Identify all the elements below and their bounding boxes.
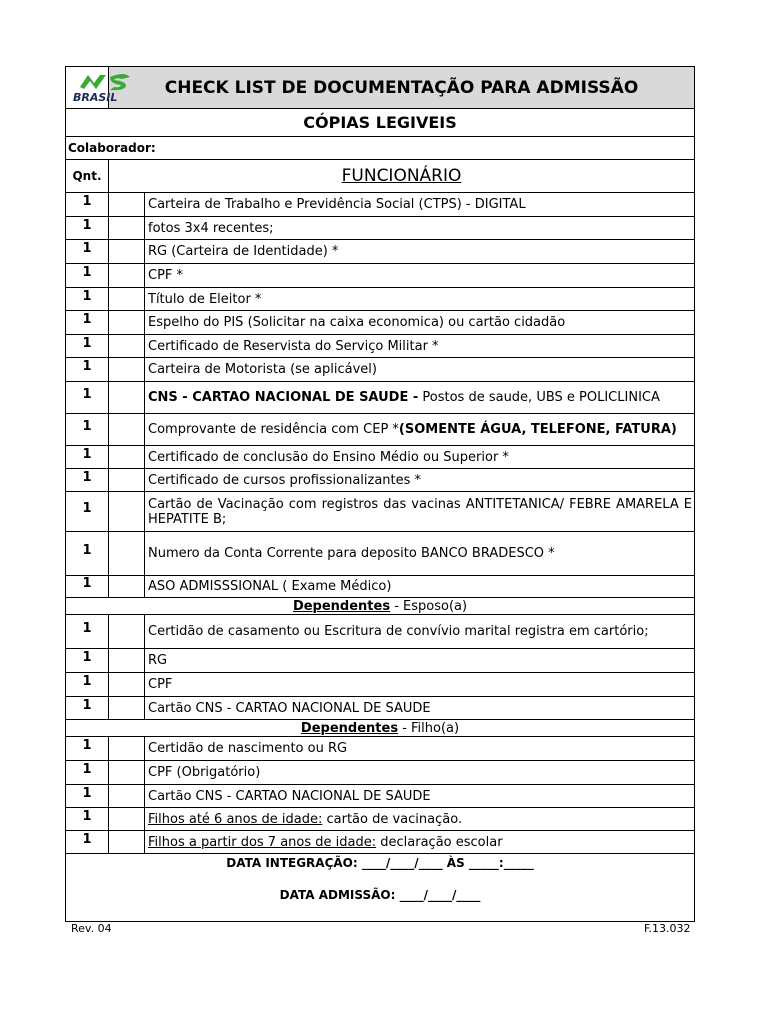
item-text: fotos 3x4 recentes;: [145, 217, 695, 240]
item-text: Certificado de conclusão do Ensino Médio ou Superior *: [145, 446, 695, 469]
item-qty: 1: [66, 831, 109, 854]
item-qty: 1: [66, 808, 109, 831]
check-box[interactable]: [109, 264, 145, 288]
item-text: Certificado de cursos profissionalizantes *: [145, 469, 695, 492]
checklist-sheet: [65, 66, 694, 922]
item-text: CPF: [145, 673, 695, 697]
check-box[interactable]: [109, 492, 145, 532]
dependentes-esposo-header: [66, 598, 695, 615]
item-qty: 1: [66, 532, 109, 576]
dependentes-suffix: - Esposo(a): [390, 598, 468, 614]
item-text-cns: [145, 382, 695, 414]
revision-label: Rev. 04: [71, 922, 112, 935]
item-text: CPF (Obrigatório): [145, 761, 695, 785]
item-qty: 1: [66, 358, 109, 382]
item-text: Cartão CNS - CARTAO NACIONAL DE SAUDE: [145, 785, 695, 808]
check-box[interactable]: [109, 217, 145, 240]
item-qty: 1: [66, 737, 109, 761]
item-text: RG (Carteira de Identidade) *: [145, 240, 695, 264]
item-text: ASO ADMISSSIONAL ( Exame Médico): [145, 576, 695, 598]
logo-text: BRASIL: [73, 91, 118, 104]
item-qty: 1: [66, 785, 109, 808]
form-code: F.13.032: [644, 922, 691, 935]
item-text: CPF *: [145, 264, 695, 288]
item-underlined-text: Filhos a partir dos 7 anos de idade:: [148, 834, 377, 850]
dependentes-label: Dependentes: [300, 720, 399, 736]
item-qty: 1: [66, 335, 109, 358]
dependentes-label: Dependentes: [292, 598, 391, 614]
check-box[interactable]: [109, 446, 145, 469]
check-box[interactable]: [109, 785, 145, 808]
check-box[interactable]: [109, 615, 145, 649]
check-box[interactable]: [109, 697, 145, 720]
checklist-table: [65, 66, 695, 922]
item-qty: 1: [66, 649, 109, 673]
item-qty: 1: [66, 673, 109, 697]
item-underlined-text: Filhos até 6 anos de idade:: [148, 811, 323, 827]
check-box[interactable]: [109, 193, 145, 217]
item-text: Carteira de Trabalho e Previdência Social (CTPS) - DIGITAL: [145, 193, 695, 217]
company-logo: [66, 67, 145, 104]
item-qty: 1: [66, 240, 109, 264]
item-qty: 1: [66, 469, 109, 492]
dependentes-suffix: - Filho(a): [398, 720, 460, 736]
item-text: Comprovante de residência com CEP *: [148, 422, 399, 437]
check-box[interactable]: [109, 532, 145, 576]
colaborador-label: Colaborador:: [66, 137, 695, 160]
item-qty: 1: [66, 217, 109, 240]
item-qty: 1: [66, 382, 109, 414]
item-text-residencia: [145, 414, 695, 446]
check-box[interactable]: [109, 649, 145, 673]
item-text: Cartão de Vacinação com registros das vacinas ANTITETANICA/ FEBRE AMARELA E HEPATITE B;: [145, 492, 695, 532]
item-bold-text: (SOMENTE ÁGUA, TELEFONE, FATURA): [398, 422, 677, 437]
check-box[interactable]: [109, 382, 145, 414]
data-admissao-field[interactable]: DATA ADMISSÃO: ____/____/____: [279, 888, 481, 902]
item-text: Numero da Conta Corrente para deposito BANCO BRADESCO *: [145, 532, 695, 576]
footer-dates: [66, 854, 695, 922]
item-text: Certidão de casamento ou Escritura de convívio marital registra em cartório;: [145, 615, 695, 649]
item-text: Cartão CNS - CARTAO NACIONAL DE SAUDE: [145, 697, 695, 720]
item-qty: 1: [66, 492, 109, 532]
check-box[interactable]: [109, 576, 145, 598]
section-title-funcionario: FUNCIONÁRIO: [109, 160, 695, 193]
item-text: Certificado de Reservista do Serviço Militar *: [145, 335, 695, 358]
item-qty: 1: [66, 446, 109, 469]
check-box[interactable]: [109, 311, 145, 335]
item-qty: 1: [66, 264, 109, 288]
check-box[interactable]: [109, 761, 145, 785]
dependentes-filho-header: [66, 720, 695, 737]
item-text: Postos de saude, UBS e POLICLINICA: [418, 390, 660, 405]
item-qty: 1: [66, 615, 109, 649]
logo-cell: [66, 67, 118, 109]
item-qty: 1: [66, 288, 109, 311]
data-integracao-field[interactable]: DATA INTEGRAÇÃO: ____/____/____ ÀS _____:_____: [226, 856, 534, 870]
check-box[interactable]: [109, 673, 145, 697]
item-text: Título de Eleitor *: [145, 288, 695, 311]
check-box[interactable]: [109, 414, 145, 446]
page-title: CHECK LIST DE DOCUMENTAÇÃO PARA ADMISSÃO: [109, 67, 695, 109]
item-text: Carteira de Motorista (se aplicável): [145, 358, 695, 382]
check-box[interactable]: [109, 737, 145, 761]
check-box[interactable]: [109, 335, 145, 358]
item-qty: 1: [66, 193, 109, 217]
item-qty: 1: [66, 697, 109, 720]
check-box[interactable]: [109, 240, 145, 264]
check-box[interactable]: [109, 288, 145, 311]
item-text: declaração escolar: [376, 834, 503, 850]
check-box[interactable]: [109, 808, 145, 831]
item-bold-text: CNS - CARTAO NACIONAL DE SAUDE -: [148, 390, 419, 405]
item-text-filhos-ate-6: [145, 808, 695, 831]
item-text: Certidão de nascimento ou RG: [145, 737, 695, 761]
check-box[interactable]: [109, 469, 145, 492]
item-text: cartão de vacinação.: [322, 811, 463, 827]
check-box[interactable]: [109, 358, 145, 382]
item-qty: 1: [66, 761, 109, 785]
qnt-header: Qnt.: [66, 160, 109, 193]
subtitle: CÓPIAS LEGIVEIS: [66, 109, 695, 137]
check-box[interactable]: [109, 831, 145, 854]
item-text: RG: [145, 649, 695, 673]
item-qty: 1: [66, 414, 109, 446]
item-text: Espelho do PIS (Solicitar na caixa economica) ou cartão cidadão: [145, 311, 695, 335]
item-qty: 1: [66, 311, 109, 335]
item-qty: 1: [66, 576, 109, 598]
item-text-filhos-partir-7: [145, 831, 695, 854]
